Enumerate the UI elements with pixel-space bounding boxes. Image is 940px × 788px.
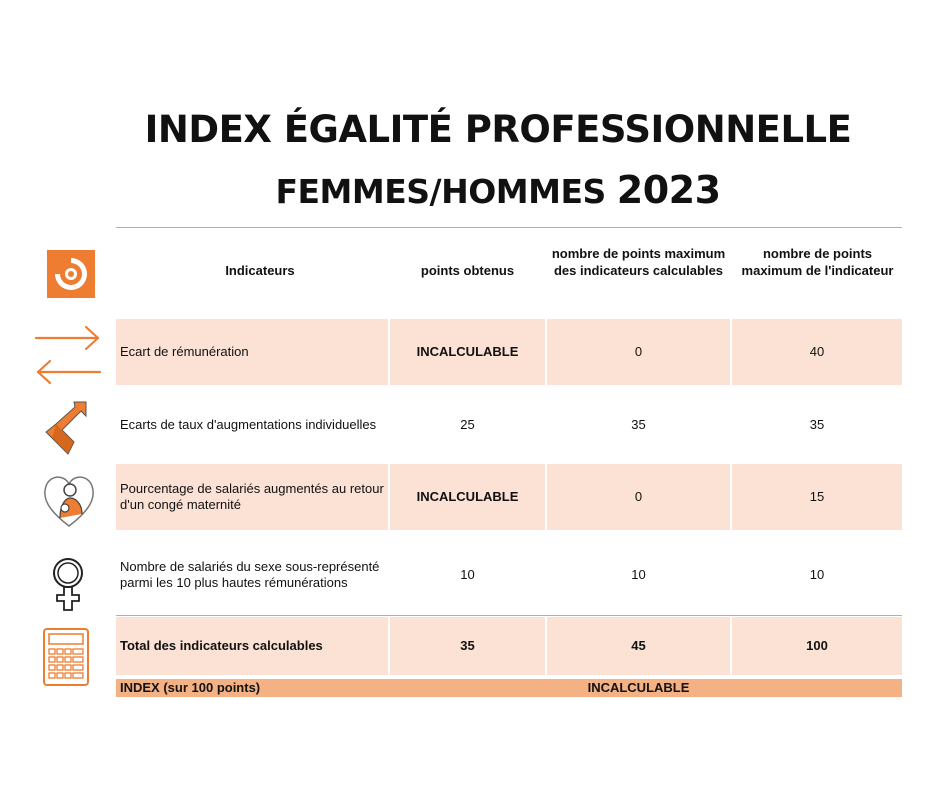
index-label: INDEX (sur 100 points) [120, 680, 261, 695]
index-value: INCALCULABLE [587, 680, 690, 695]
row-max-calc: 0 [547, 464, 730, 530]
table-row [116, 464, 902, 530]
arrows-exchange-icon [34, 322, 102, 386]
row-max-ind: 15 [732, 464, 902, 530]
total-row [116, 617, 902, 675]
row-points: 10 [460, 567, 475, 582]
table-row [116, 392, 902, 458]
calculator-icon [43, 628, 89, 686]
logo-spiral-icon [47, 250, 95, 298]
row-max-ind: 35 [809, 417, 825, 432]
table-row [116, 319, 902, 385]
mother-baby-heart-icon [40, 470, 98, 530]
top-rule [116, 227, 902, 228]
row-points: INCALCULABLE [390, 464, 545, 530]
row-points: INCALCULABLE [390, 319, 545, 385]
total-rule [116, 615, 902, 616]
row-label: Ecarts de taux d'augmentations individuelles [120, 417, 377, 432]
subtitle-year: 2023 [616, 168, 721, 212]
header-max-calc: nombre de points maximum des indicateurs calculables [551, 246, 726, 278]
total-max-calc: 45 [547, 617, 730, 675]
page-subtitle [28, 168, 940, 212]
row-max-calc: 0 [547, 319, 730, 385]
row-max-calc: 10 [631, 567, 646, 582]
row-points: 25 [460, 417, 475, 432]
diagonal-arrow-icon [44, 400, 88, 456]
page-title: INDEX ÉGALITÉ PROFESSIONNELLE [144, 108, 852, 151]
table-row [116, 537, 902, 613]
subtitle-text: FEMMES/HOMMES [275, 172, 606, 211]
header-points: points obtenus [420, 263, 515, 278]
row-label: Ecart de rémunération [116, 319, 388, 385]
female-symbol-icon [48, 556, 88, 614]
index-row [116, 679, 902, 697]
header-max-ind: nombre de points maximum de l'indicateur [741, 246, 894, 278]
row-label: Pourcentage de salariés augmentés au retour d'un congé maternité [116, 464, 388, 530]
row-max-ind: 40 [732, 319, 902, 385]
row-max-ind: 10 [809, 567, 825, 582]
total-points: 35 [390, 617, 545, 675]
header-indicateurs: Indicateurs [225, 263, 295, 278]
total-label: Total des indicateurs calculables [116, 617, 388, 675]
row-max-calc: 35 [631, 417, 646, 432]
total-max-ind: 100 [732, 617, 902, 675]
row-label: Nombre de salariés du sexe sous-représenté parmi les 10 plus hautes rémunérations [120, 559, 380, 590]
